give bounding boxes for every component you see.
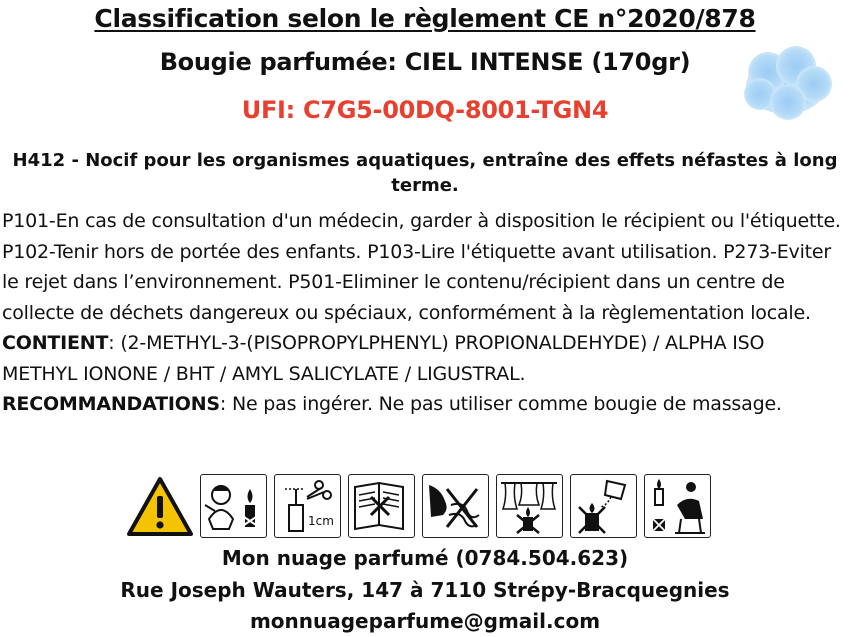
contains-text: : (2-METHYL-3-(PISOPROPYLPHENYL) PROPIONALDEHYDE) / ALPHA ISO METHYL IONONE / BHT / AMYL SALICYLATE / LIGUSTRAL. xyxy=(2,332,765,385)
recommendations-text: : Ne pas ingérer. Ne pas utiliser comme bougie de massage. xyxy=(219,393,782,415)
company-name: Mon nuage parfumé (0784.504.623) xyxy=(221,546,629,570)
no-draft-icon xyxy=(422,474,489,538)
document-title: Classification selon le règlement CE n°2020/878 xyxy=(94,4,756,33)
read-instructions-icon xyxy=(348,474,415,538)
wick-length-label: 1cm xyxy=(308,514,334,528)
precautionary-statements: P101-En cas de consultation d'un médecin, garder à disposition le récipient ou l'étiquette. P102-Tenir hors de portée des enfants. P103-Lire l'étiquette avant utilisation. P273-Eviter le rejet dans l’environnement. P501-Eliminer le contenu/récipient dans un centre de collecte de déchets dangereux ou spéciaux, conformément à la règlementation locale. xyxy=(2,210,841,324)
company-address: Rue Joseph Wauters, 147 à 7110 Strépy-Bracquegnies xyxy=(120,578,730,602)
away-from-curtains-icon xyxy=(496,474,563,538)
product-name: Bougie parfumée: CIEL INTENSE (170gr) xyxy=(159,48,691,76)
company-email[interactable]: monnuageparfume@gmail.com xyxy=(249,609,601,633)
keep-away-from-children-icon xyxy=(200,474,267,538)
ufi-code: UFI: C7G5-00DQ-8001-TGN4 xyxy=(241,96,609,124)
label-body xyxy=(2,206,842,420)
cloud-icon xyxy=(738,44,834,122)
no-water-icon xyxy=(570,474,637,538)
warning-triangle-icon xyxy=(126,476,194,538)
recommendations-section xyxy=(2,389,842,420)
hazard-statement: H412 - Nocif pour les organismes aquatiques, entraîne des effets néfastes à long terme. xyxy=(12,150,838,196)
recommendations-label: RECOMMANDATIONS xyxy=(2,393,220,415)
contains-section xyxy=(2,328,842,389)
do-not-leave-unattended-icon xyxy=(644,474,711,538)
trim-wick-icon xyxy=(274,474,341,538)
contains-label: CONTIENT xyxy=(2,332,109,354)
